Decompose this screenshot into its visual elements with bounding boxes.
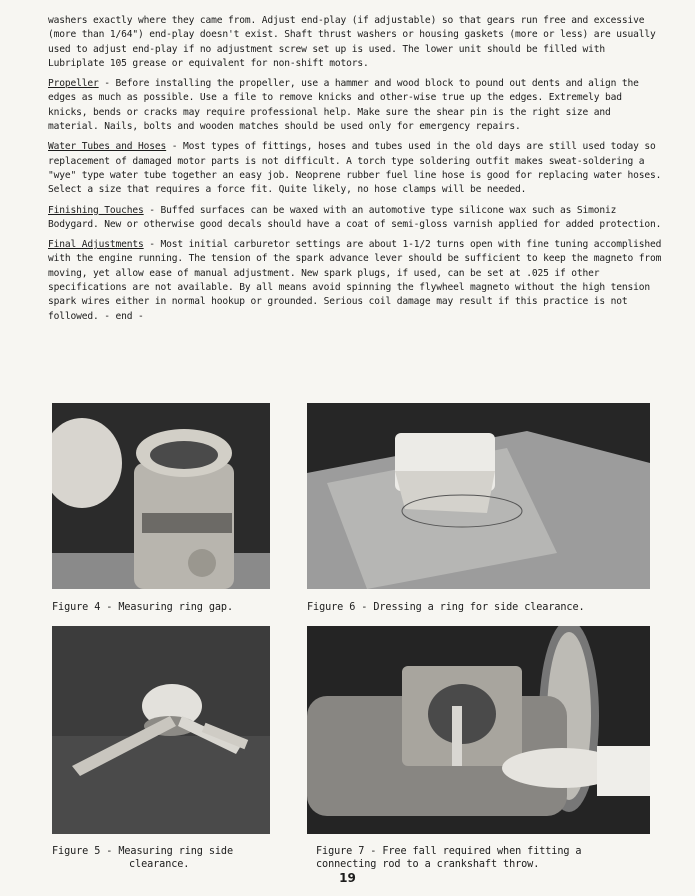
figure-6-photo [307,403,650,589]
caption-line: clearance. [129,859,190,870]
figure-4-photo [52,403,270,589]
caption-line: Figure 7 - Free fall required when fitting a [316,846,582,857]
body-text [48,14,666,330]
figure-5-photo [52,626,270,834]
paragraph-text: - Buffed surfaces can be waxed with an automotive type silicone wax such as Simoniz Bodygard. New or otherwise good decals should have a coat of semi-gloss varnish applied for added protection. [48,204,662,230]
paragraph-propeller [48,77,666,134]
figure-6-caption [307,601,657,614]
caption-line: Figure 5 - Measuring ring side [52,846,234,857]
figure-5-caption [52,845,292,871]
figure-7-caption [316,845,656,871]
paragraph-final-adjustments [48,238,666,324]
paragraph-water-tubes [48,140,666,197]
section-heading-finishing-touches: Finishing Touches [48,204,144,216]
section-heading-water-tubes: Water Tubes and Hoses [48,141,167,153]
figure-4-caption [52,601,292,614]
section-heading-final-adjustments: Final Adjustments [48,239,144,251]
page-number: 19 [339,871,356,885]
caption-line: connecting rod to a crankshaft throw. [316,859,540,870]
paragraph-end-play [48,14,666,71]
paragraph-text: - Most initial carburetor settings are about 1-1/2 turns open with fine tuning accomplished with the engine running. The tension of the spark advance lever should be sufficient to keep the magneto from moving, yet allow ease of manual adjustment. New spark plugs, if used, can be set at .025 if other specifications are not available. By all means avoid spinning the flywheel magneto without the high tension spark wires either in normal hookup or grounded. Serious coil damage may result if this practice is not followed. - end - [48,239,662,322]
paragraph-text: washers exactly where they came from. Adjust end-play (if adjustable) so that gears run free and excessive (more than 1/64") end-play doesn't exist. Shaft thrust washers or housing gaskets (more or less) are usually used to adjust end-play if no adjustment screw set up is used. The lower unit should be filled with Lubriplate 105 grease or equivalent for non-shift motors. [48,15,656,69]
paragraph-finishing-touches [48,204,666,233]
paragraph-text: - Most types of fittings, hoses and tubes used in the old days are still used today so replacement of damaged motor parts is not difficult. A torch type soldering outfit makes sweat-soldering a "wye" type water tube together an easy job. Neoprene rubber fuel line hose is good for replacing water hoses. Select a size that requires a force fit. Quite likely, no hose clamps will be needed. [48,141,662,196]
caption-line: Figure 6 - Dressing a ring for side clearance. [307,602,585,613]
caption-line: Figure 4 - Measuring ring gap. [52,602,234,613]
figure-7-photo [307,626,650,834]
paragraph-text: - Before installing the propeller, use a hammer and wood block to pound out dents and align the edges as much as possible. Use a file to remove knicks and other-wise true up the edges. Extremely bad knicks, bends or cracks may require professional help. Make sure the shear pin is the right size and material. Nails, bolts and wooden matches should be used only for emergency repairs. [48,78,639,133]
section-heading-propeller: Propeller [48,78,99,90]
